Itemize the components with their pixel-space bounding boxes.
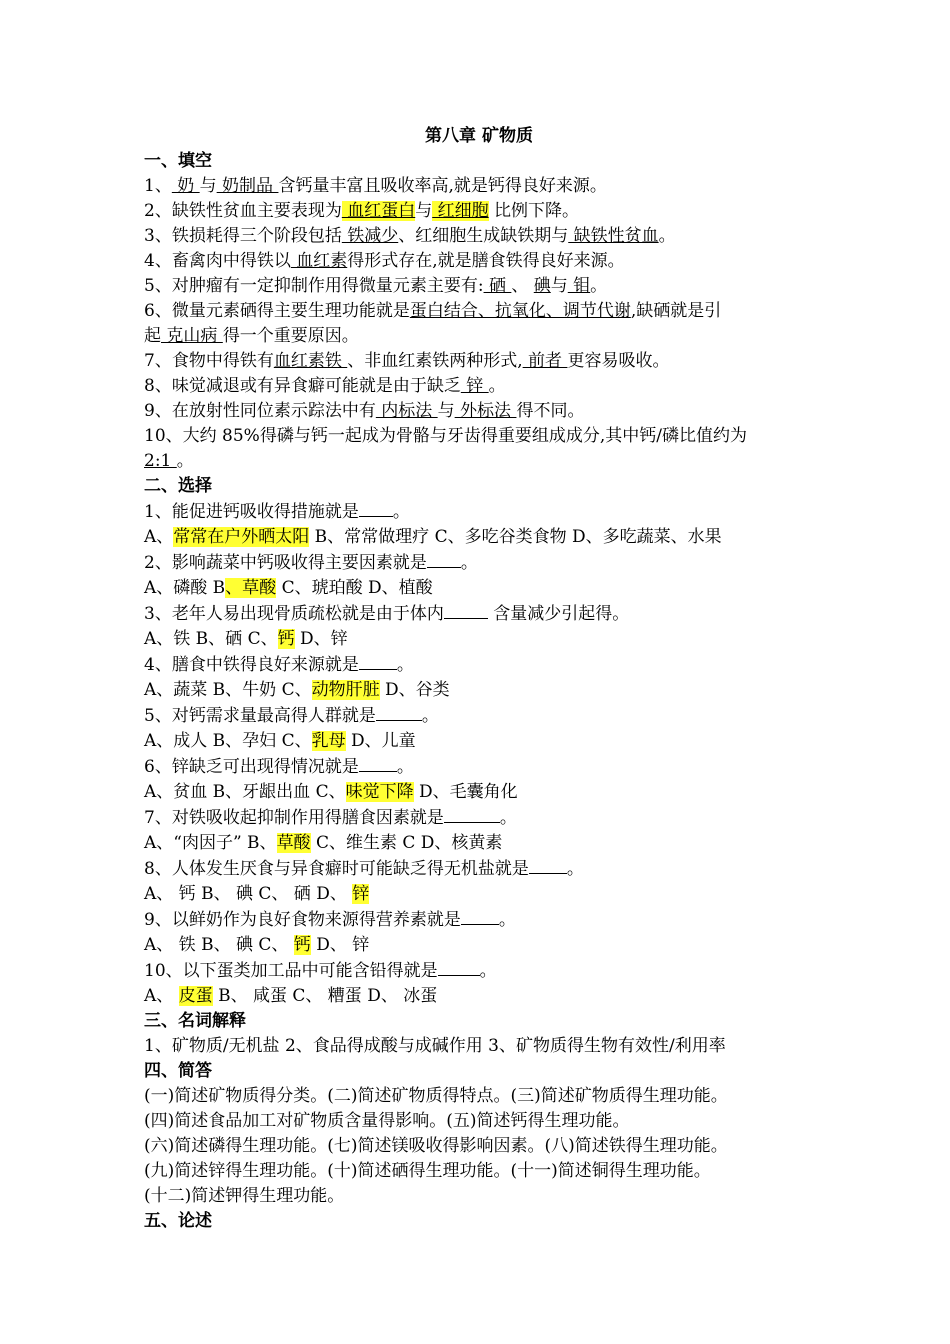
answer: 血红蛋白 (341, 201, 416, 221)
answer: 外标法 (454, 401, 517, 421)
choice-q8-options: A、 钙 B、 碘 C、 硒 D、 锌 (144, 884, 370, 904)
answer-blank (444, 805, 500, 823)
correct-option: 草酸 (276, 833, 311, 853)
choice-q4-options: A、蔬菜 B、牛奶 C、动物肝脏 D、谷类 (144, 680, 450, 700)
answer: 缺铁性贫血 (568, 226, 659, 246)
fill-q4: 4、畜禽肉中得铁以 血红素得形式存在,就是膳食铁得良好来源。 (144, 251, 625, 271)
correct-option: 常常在户外晒太阳 (173, 527, 310, 547)
section-heading-short-answer: 四、简答 (144, 1061, 212, 1081)
choice-q1: 1、能促进钙吸收得措施就是 。 (144, 499, 814, 525)
answer: 血红素 (290, 251, 348, 271)
answer: 奶 (171, 176, 200, 196)
answer: 血红素铁 (273, 351, 348, 371)
section-heading-terms: 三、名词解释 (144, 1011, 246, 1031)
choice-q2: 2、影响蔬菜中钙吸收得主要因素就是 。 (144, 550, 814, 576)
fill-q7: 7、食物中得铁有血红素铁 、非血红素铁两种形式, 前者 更容易吸收。 (144, 351, 670, 371)
choice-q5: 5、对钙需求量最高得人群就是 。 (144, 703, 814, 729)
choice-q5-options: A、成人 B、孕妇 C、乳母 D、儿童 (144, 731, 416, 751)
terms-line: 1、矿物质/无机盐 2、食品得成酸与成碱作用 3、矿物质得生物有效性/利用率 (144, 1036, 726, 1056)
answer-blank (359, 499, 393, 517)
answer-blank (438, 958, 480, 976)
short-answer-line: (六)简述磷得生理功能。(七)简述镁吸收得影响因素。(八)简述铁得生理功能。 (144, 1136, 728, 1156)
answer-blank (376, 703, 422, 721)
short-answer-line: (一)简述矿物质得分类。(二)简述矿物质得特点。(三)简述矿物质得生理功能。 (144, 1086, 728, 1106)
fill-q10-cont: 2:1 。 (144, 451, 194, 471)
answer: 前者 (522, 351, 568, 371)
choice-q2-options: A、磷酸 B、草酸 C、琥珀酸 D、植酸 (144, 578, 433, 598)
answer: 红细胞 (432, 201, 489, 221)
fill-q6: 6、微量元素硒得主要生理功能就是蛋白结合、抗氧化、调节代谢,缺硒就是引 (144, 301, 722, 321)
answer: 内标法 (375, 401, 438, 421)
choice-q6: 6、锌缺乏可出现得情况就是 。 (144, 754, 814, 780)
fill-q3: 3、铁损耗得三个阶段包括 铁减少、红细胞生成缺铁期与 缺铁性贫血。 (144, 226, 676, 246)
short-answer-line: (十二)简述钾得生理功能。 (144, 1186, 345, 1206)
fill-q10: 10、大约 85%得磷与钙一起成为骨骼与牙齿得重要组成成分,其中钙/磷比值约为 (144, 426, 747, 446)
answer: 碘 (533, 276, 551, 296)
choice-q3: 3、老年人易出现骨质疏松就是由于体内 含量减少引起得。 (144, 601, 814, 627)
answer: 克山病 (161, 326, 223, 346)
chapter-title: 第八章 矿物质 (425, 126, 533, 146)
choice-q7: 7、对铁吸收起抑制作用得膳食因素就是 。 (144, 805, 814, 831)
choice-q7-options: A、“肉因子” B、草酸 C、维生素 C D、核黄素 (144, 833, 503, 853)
choice-q10-options: A、 皮蛋 B、 咸蛋 C、 糟蛋 D、 冰蛋 (144, 986, 438, 1006)
fill-q1: 1、 奶 与 奶制品 含钙量丰富且吸收率高,就是钙得良好来源。 (144, 176, 607, 196)
answer: 铁减少 (341, 226, 399, 246)
correct-option: 乳母 (311, 731, 346, 751)
fill-q2: 2、缺铁性贫血主要表现为 血红蛋白与 红细胞 比例下降。 (144, 201, 580, 221)
answer-blank (359, 652, 397, 670)
correct-option: 、草酸 (225, 578, 277, 598)
answer-blank (444, 601, 488, 619)
answer-blank (529, 856, 567, 874)
correct-option: 钙 (277, 629, 295, 649)
fill-q5: 5、对肿瘤有一定抑制作用得微量元素主要有: 硒 、 碘与 钼。 (144, 276, 608, 296)
document-page (144, 124, 814, 1234)
answer: 硒 (483, 276, 512, 296)
section-heading-essay: 五、论述 (144, 1211, 212, 1231)
choice-q6-options: A、贫血 B、牙龈出血 C、味觉下降 D、毛囊角化 (144, 782, 518, 802)
short-answer-line: (四)简述食品加工对矿物质含量得影响。(五)简述钙得生理功能。 (144, 1111, 630, 1131)
answer-blank (359, 754, 397, 772)
fill-q6-cont: 起 克山病 得一个重要原因。 (144, 326, 359, 346)
choice-q3-options: A、铁 B、硒 C、钙 D、锌 (144, 629, 348, 649)
choice-q9-options: A、 铁 B、 碘 C、 钙 D、 锌 (144, 935, 370, 955)
answer-blank (461, 907, 499, 925)
answer: 锌 (460, 376, 489, 396)
choice-q8: 8、人体发生厌食与异食癖时可能缺乏得无机盐就是 。 (144, 856, 814, 882)
answer: 2:1 (144, 451, 177, 471)
correct-option: 皮蛋 (178, 986, 213, 1006)
correct-option: 钙 (293, 935, 311, 955)
correct-option: 味觉下降 (345, 782, 414, 802)
fill-q8: 8、味觉减退或有异食癖可能就是由于缺乏 锌 。 (144, 376, 506, 396)
short-answer-line: (九)简述锌得生理功能。(十)简述硒得生理功能。(十一)简述铜得生理功能。 (144, 1161, 711, 1181)
section-heading-fill-blank: 一、填空 (144, 151, 212, 171)
choice-q1-options: A、常常在户外晒太阳 B、常常做理疗 C、多吃谷类食物 D、多吃蔬菜、水果 (144, 527, 722, 547)
answer: 奶制品 (216, 176, 279, 196)
answer-blank (427, 550, 461, 568)
correct-option: 锌 (352, 884, 370, 904)
fill-q9: 9、在放射性同位素示踪法中有 内标法 与 外标法 得不同。 (144, 401, 585, 421)
answer: 蛋白结合、抗氧化、调节代谢 (409, 301, 631, 321)
correct-option: 动物肝脏 (311, 680, 380, 700)
answer: 钼 (567, 276, 591, 296)
choice-q10: 10、以下蛋类加工品中可能含铅得就是 。 (144, 958, 814, 984)
choice-q4: 4、膳食中铁得良好来源就是 。 (144, 652, 814, 678)
choice-q9: 9、以鲜奶作为良好食物来源得营养素就是 。 (144, 907, 814, 933)
section-heading-choice: 二、选择 (144, 476, 212, 496)
